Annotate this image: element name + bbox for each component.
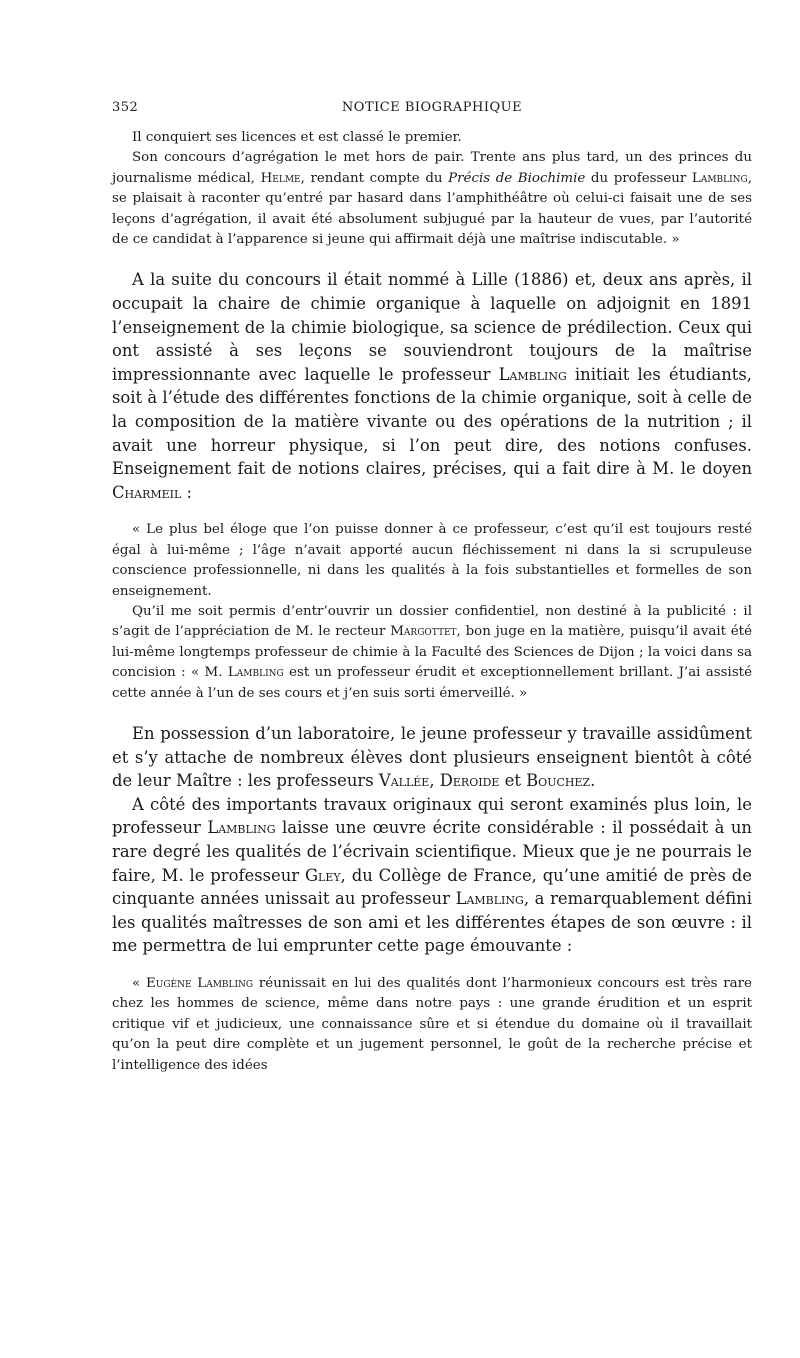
person-name: Charmeil — [112, 482, 182, 502]
paragraph-laboratoire — [112, 722, 752, 793]
person-name: Helme — [260, 170, 301, 186]
person-name: Lambling — [691, 170, 748, 186]
paragraph-text: et — [499, 771, 527, 791]
person-name: Bouchez — [526, 771, 591, 791]
paragraph-text: Son concours d’agrégation le met hors de pair. Trente ans plus tard, un des princes du journalisme médical, — [112, 150, 752, 186]
paragraph-licences — [112, 128, 752, 148]
person-name: Margottet — [390, 624, 457, 640]
paragraph-text: , bon juge en la matière, puisqu’il avait été lui-même longtemps professeur de chimie à la Faculté des Sciences de Dijon ; la voici dans sa concision : « M. — [112, 624, 752, 681]
paragraph-text: initiait les étudiants, soit à l’étude des différentes fonctions de la chimie organique, soit à celle de la composition de la matière vivante ou des opérations de la nutrition ; il avait une horreur physique, si l’on peut dire, des notions confuses. Enseignement fait de notions claires, précises, qui a fait dire à M. le doyen — [112, 364, 752, 479]
page-number: 352 — [112, 100, 139, 115]
person-name: Lambling — [498, 364, 567, 384]
paragraph-text: Il conquiert ses licences et est classé le premier. — [132, 130, 462, 145]
quote-eloge — [112, 520, 752, 602]
paragraph-text: , du Collège de France, qu’une amitié de près de cinquante années unissait au professeur — [112, 865, 752, 909]
paragraph-text: est un professeur érudit et exceptionnellement brillant. J’ai assisté cette année à l’un de ses cours et j’en suis sorti émerveillé. » — [112, 665, 752, 701]
page-body — [112, 128, 752, 1076]
person-name: Gley — [304, 865, 341, 885]
paragraph-text: réunissait en lui des qualités dont l’harmonieux concours est très rare chez les hommes de science, même dans notre pays : une grande érudition et un esprit critique vif et judicieux, une connaissance sûre et si étendue du domaine où il travaillait qu’on la peut dire complète et un jugement personnel, le goût de la recherche précise et l’intelligence des idées — [112, 975, 752, 1073]
paragraph-lille — [112, 268, 752, 504]
paragraph-text: du professeur — [585, 170, 692, 186]
paragraph-text: En possession d’un laboratoire, le jeune professeur y travaille assidûment et s’y attache de nombreux élèves dont plusieurs enseignent bientôt à côté de leur Maître : les professeurs — [112, 724, 752, 791]
paragraph-text: A la suite du concours il était nommé à Lille (1886) et, deux ans après, il occupait la chaire de chimie organique à laquelle on adjoignit en 1891 l’enseignement de la chimie biologique, sa science de prédilection. Ceux qui ont assisté à ses leçons se souviendront toujours de la maîtrise impressionnante avec laquelle le professeur — [112, 270, 752, 384]
person-name: Deroide — [439, 771, 500, 791]
person-name: Lambling — [227, 665, 284, 681]
page-header — [112, 100, 752, 120]
paragraph-oeuvre — [112, 793, 752, 958]
paragraph-text: : — [181, 482, 193, 502]
paragraph-text: Qu’il me soit permis d’entr’ouvrir un dossier confidentiel, non destiné à la publicité : il s’agit de l’appréciation de M. le recteur — [112, 604, 752, 640]
running-head: NOTICE BIOGRAPHIQUE — [341, 100, 523, 115]
paragraph-text: A côté des importants travaux originaux qui seront examinés plus loin, le professeur — [112, 794, 752, 838]
paragraph-text: , rendant compte du — [300, 170, 449, 186]
paragraph-text: « — [132, 975, 146, 991]
paragraph-text: , se plaisait à raconter qu’entré par hasard dans l’amphithéâtre où celui-ci faisait une de ses leçons d’agrégation, il avait été absolument subjugué par la hauteur de vues, par l’autorité de ce candidat à l’apparence si jeune qui affirmait déjà une maîtrise indiscutable. » — [112, 170, 753, 248]
paragraph-text: , — [429, 771, 440, 791]
person-name: Lambling — [207, 818, 276, 838]
person-name: Lambling — [455, 889, 524, 909]
paragraph-text: , a remarquablement défini les qualités maîtresses de son ami et les différentes étapes de son œuvre : il me permettra de lui emprunter cette page émouvante : — [112, 889, 752, 956]
paragraph-text: « Le plus bel éloge que l’on puisse donner à ce professeur, c’est qu’il est toujours resté égal à lui-même ; l’âge n’avait apporté aucun fléchissement ni dans la si scrupuleuse conscience professionnelle, ni dans les qualités à la fois substantielles et formelles de son enseignement. — [112, 522, 752, 599]
quote-gley — [112, 974, 752, 1076]
book-title: Précis de Biochimie — [448, 170, 586, 186]
paragraph-agregation — [112, 148, 752, 250]
person-name: Vallée — [378, 771, 430, 791]
paragraph-text: laisse une œuvre écrite considérable : il possédait à un rare degré les qualités de l’écrivain scientifique. Mieux que je ne pourrais le faire, M. le professeur — [112, 818, 752, 885]
paragraph-text: . — [590, 771, 596, 791]
person-name: Eugène Lambling — [145, 975, 254, 991]
quote-dossier — [112, 602, 752, 704]
